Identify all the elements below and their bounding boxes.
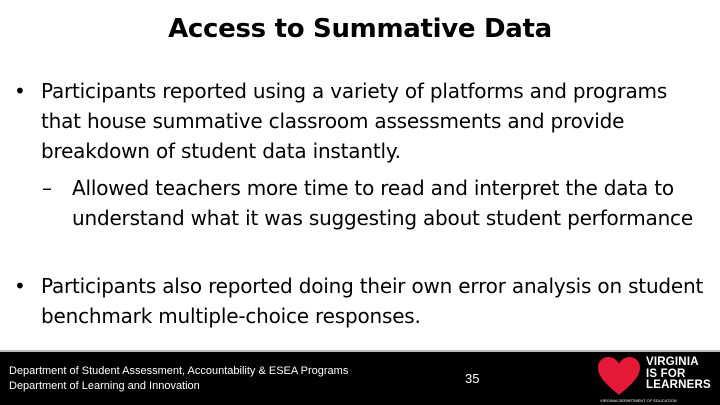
logo-wordmark (646, 357, 711, 392)
bullet-marker: • (14, 274, 26, 298)
sub-bullet-text: Allowed teachers more time to read and interpret the data to understand what it was suggesting about student performance (72, 176, 693, 230)
slide-title: Access to Summative Data (168, 14, 552, 44)
footer-line-2: Department of Learning and Innovation (9, 380, 200, 392)
logo-department-text: VIRGINIA DEPARTMENT OF EDUCATION (600, 398, 677, 403)
bullet-text: Participants reported using a variety of platforms and programs that house summative classroom assessments and provide breakdown of student data instantly. (41, 79, 668, 163)
footer-bar (0, 350, 720, 405)
bullet-item (14, 76, 704, 166)
bullet-marker: • (14, 79, 26, 103)
sub-bullet-marker: – (42, 176, 52, 200)
footer-line-1: Department of Student Assessment, Accountability & ESEA Programs (9, 365, 349, 377)
logo-text-is-for: IS FOR (646, 367, 686, 380)
logo-text-learners: LEARNERS (646, 379, 711, 391)
bullet-item (14, 271, 704, 331)
footer-department-text (9, 364, 348, 394)
page-number: 35 (465, 371, 480, 386)
heart-icon (596, 355, 642, 397)
logo-text-virginia: VIRGINIA (646, 356, 699, 368)
sub-bullet-item (42, 173, 702, 233)
bullet-text: Participants also reported doing their own error analysis on student benchmark multiple-choice responses. (41, 274, 704, 328)
virginia-is-for-learners-logo (596, 355, 716, 405)
